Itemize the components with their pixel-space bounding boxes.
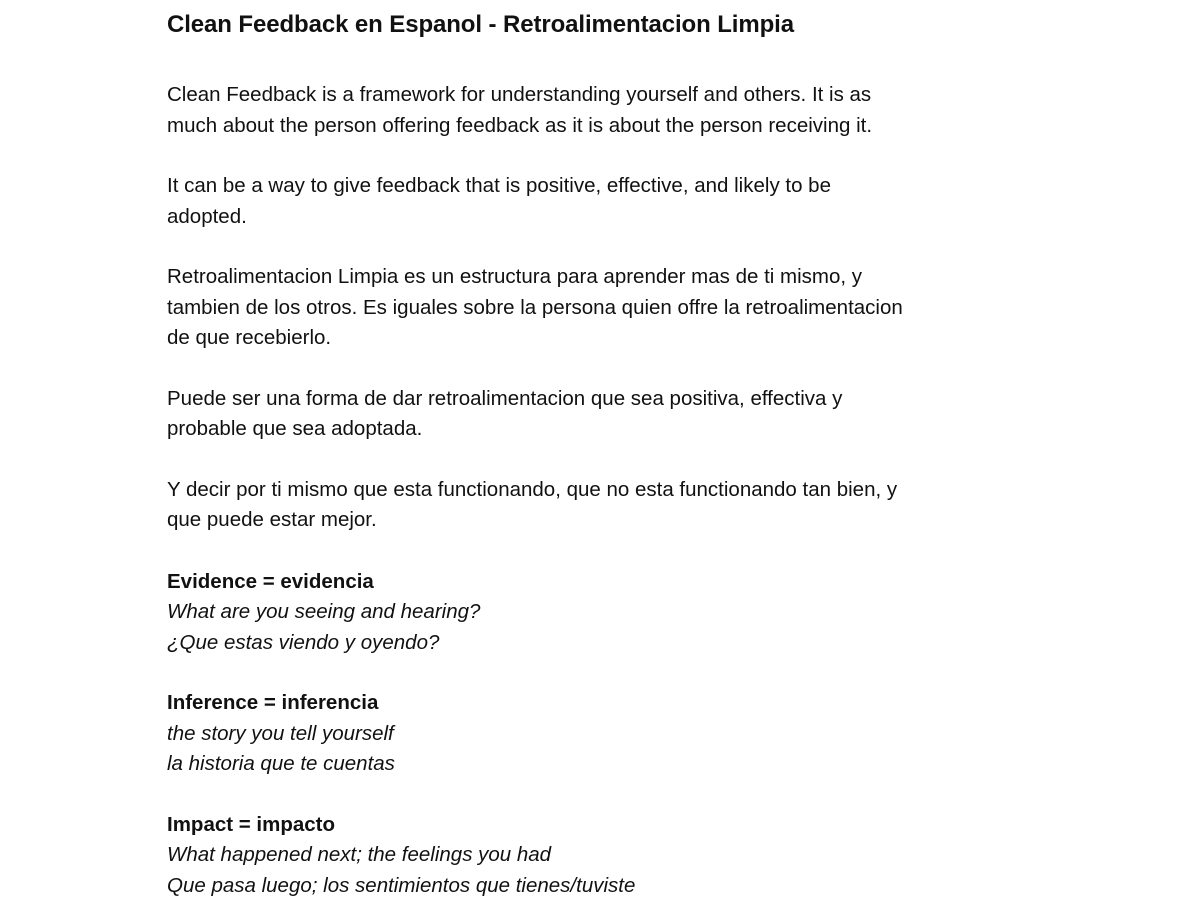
term-description-en: What happened next; the feelings you had (167, 840, 1027, 871)
document-page (167, 8, 1027, 901)
paragraph-line: adopted. (167, 205, 247, 228)
paragraph-purpose-es (167, 384, 1027, 445)
paragraph-line: It can be a way to give feedback that is positive, effective, and likely to be (167, 174, 831, 197)
term-description-es: Que pasa luego; los sentimientos que tienes/tuviste (167, 871, 1027, 901)
term-inference (167, 688, 1027, 780)
paragraph-line: de que recebierlo. (167, 326, 331, 349)
paragraph-line: Y decir por ti mismo que esta functionando, que no esta functionando tan bien, y (167, 478, 897, 501)
term-evidence (167, 567, 1027, 659)
paragraph-self-reflection (167, 475, 1027, 536)
paragraph-purpose (167, 171, 1027, 232)
paragraph-intro-es (167, 262, 1027, 354)
paragraph-line: Puede ser una forma de dar retroalimentacion que sea positiva, effectiva y (167, 387, 842, 410)
paragraph-intro (167, 80, 1027, 141)
term-impact (167, 810, 1027, 901)
term-description-es: ¿Que estas viendo y oyendo? (167, 628, 1027, 659)
paragraph-line: probable que sea adoptada. (167, 417, 422, 440)
paragraph-line: tambien de los otros. Es iguales sobre la persona quien offre la retroalimentacion (167, 296, 903, 319)
paragraph-line: Clean Feedback is a framework for understanding yourself and others. It is as (167, 83, 871, 106)
term-heading: Evidence = evidencia (167, 567, 1027, 598)
term-description-en: What are you seeing and hearing? (167, 597, 1027, 628)
term-description-es: la historia que te cuentas (167, 749, 1027, 780)
term-heading: Impact = impacto (167, 810, 1027, 841)
document-title: Clean Feedback en Espanol - Retroalimentacion Limpia (167, 8, 1027, 42)
paragraph-line: much about the person offering feedback as it is about the person receiving it. (167, 114, 872, 137)
paragraph-line: Retroalimentacion Limpia es un estructura para aprender mas de ti mismo, y (167, 265, 862, 288)
term-heading: Inference = inferencia (167, 688, 1027, 719)
term-description-en: the story you tell yourself (167, 719, 1027, 750)
paragraph-line: que puede estar mejor. (167, 508, 377, 531)
